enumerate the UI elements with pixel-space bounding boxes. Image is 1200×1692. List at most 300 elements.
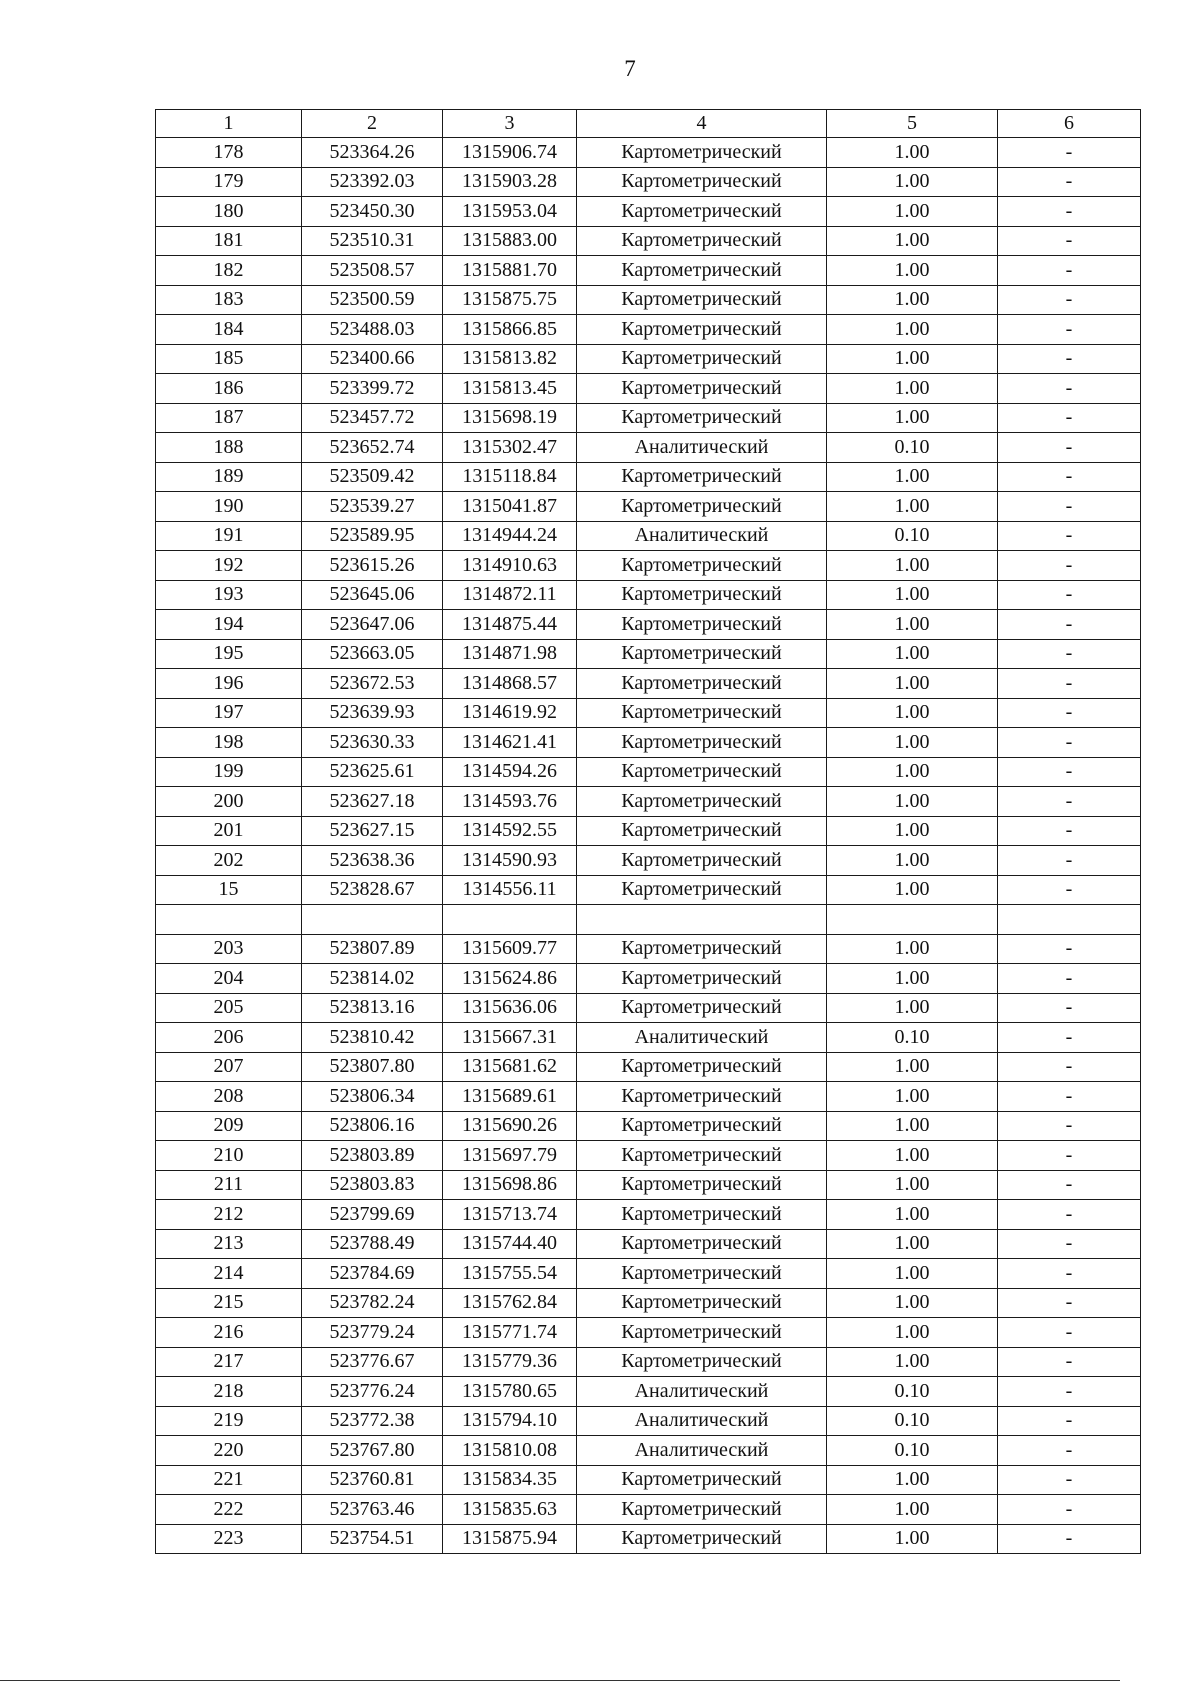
cell-note: - [998,1406,1141,1436]
table-row [156,1052,1141,1082]
cell-x-coordinate: 523814.02 [302,964,443,994]
cell-note: - [998,138,1141,168]
cell-x-coordinate: 523627.18 [302,787,443,817]
cell-method: Картометрический [577,787,827,817]
cell-note: - [998,492,1141,522]
cell-y-coordinate: 1314872.11 [443,580,577,610]
cell-method: Картометрический [577,1141,827,1171]
table-row [156,1524,1141,1554]
table-row [156,639,1141,669]
cell-accuracy: 1.00 [827,669,998,699]
cell-method: Картометрический [577,197,827,227]
cell-note: - [998,167,1141,197]
cell-method: Картометрический [577,138,827,168]
cell-y-coordinate: 1315835.63 [443,1495,577,1525]
cell-accuracy: 1.00 [827,787,998,817]
table-row [156,1406,1141,1436]
cell-y-coordinate: 1315866.85 [443,315,577,345]
cell-x-coordinate: 523767.80 [302,1436,443,1466]
cell-y-coordinate: 1315697.79 [443,1141,577,1171]
table-header-row [156,110,1141,138]
cell-accuracy: 1.00 [827,875,998,905]
cell-y-coordinate: 1315875.94 [443,1524,577,1554]
column-header: 5 [827,110,998,138]
cell-point-number: 202 [156,846,302,876]
cell-method: Картометрический [577,757,827,787]
cell-point-number: 197 [156,698,302,728]
cell-note: - [998,521,1141,551]
cell-method: Картометрический [577,462,827,492]
cell-method: Картометрический [577,1229,827,1259]
cell-y-coordinate: 1314944.24 [443,521,577,551]
cell-method: Картометрический [577,1347,827,1377]
cell-accuracy: 1.00 [827,138,998,168]
cell-y-coordinate: 1315609.77 [443,934,577,964]
table-row [156,816,1141,846]
cell-note: - [998,639,1141,669]
table-row [156,315,1141,345]
cell-accuracy: 1.00 [827,315,998,345]
table-row [156,138,1141,168]
cell-point-number [156,905,302,935]
cell-x-coordinate: 523799.69 [302,1200,443,1230]
cell-point-number: 15 [156,875,302,905]
cell-x-coordinate: 523399.72 [302,374,443,404]
cell-y-coordinate: 1314871.98 [443,639,577,669]
cell-note: - [998,1170,1141,1200]
cell-x-coordinate: 523638.36 [302,846,443,876]
cell-point-number: 206 [156,1023,302,1053]
table-row [156,1141,1141,1171]
cell-x-coordinate: 523828.67 [302,875,443,905]
cell-note: - [998,197,1141,227]
cell-note: - [998,1023,1141,1053]
cell-note: - [998,1259,1141,1289]
cell-accuracy: 1.00 [827,1111,998,1141]
cell-accuracy: 1.00 [827,1288,998,1318]
cell-y-coordinate: 1315118.84 [443,462,577,492]
cell-x-coordinate: 523652.74 [302,433,443,463]
cell-accuracy: 1.00 [827,816,998,846]
cell-accuracy: 1.00 [827,934,998,964]
cell-y-coordinate: 1314621.41 [443,728,577,758]
cell-accuracy: 1.00 [827,167,998,197]
cell-y-coordinate: 1315883.00 [443,226,577,256]
cell-point-number: 184 [156,315,302,345]
cell-x-coordinate: 523760.81 [302,1465,443,1495]
cell-point-number: 186 [156,374,302,404]
table-row [156,462,1141,492]
table-row [156,1347,1141,1377]
cell-y-coordinate: 1315762.84 [443,1288,577,1318]
cell-accuracy: 0.10 [827,1023,998,1053]
table-row [156,1259,1141,1289]
cell-method: Картометрический [577,1052,827,1082]
cell-y-coordinate: 1314594.26 [443,757,577,787]
cell-point-number: 182 [156,256,302,286]
cell-accuracy: 1.00 [827,698,998,728]
cell-x-coordinate: 523803.83 [302,1170,443,1200]
cell-x-coordinate: 523500.59 [302,285,443,315]
cell-accuracy: 0.10 [827,1436,998,1466]
table-row [156,1288,1141,1318]
cell-point-number: 195 [156,639,302,669]
cell-y-coordinate [443,905,577,935]
cell-accuracy: 1.00 [827,1318,998,1348]
cell-x-coordinate: 523508.57 [302,256,443,286]
cell-x-coordinate: 523630.33 [302,728,443,758]
cell-note: - [998,433,1141,463]
table-row [156,197,1141,227]
cell-accuracy: 1.00 [827,1524,998,1554]
cell-point-number: 208 [156,1082,302,1112]
cell-method: Картометрический [577,403,827,433]
cell-point-number: 214 [156,1259,302,1289]
cell-note: - [998,610,1141,640]
cell-point-number: 222 [156,1495,302,1525]
table-row [156,934,1141,964]
cell-point-number: 223 [156,1524,302,1554]
cell-x-coordinate: 523457.72 [302,403,443,433]
cell-note: - [998,698,1141,728]
cell-note: - [998,964,1141,994]
cell-x-coordinate: 523392.03 [302,167,443,197]
cell-note: - [998,1229,1141,1259]
table-row [156,787,1141,817]
cell-y-coordinate: 1315794.10 [443,1406,577,1436]
cell-method: Картометрический [577,728,827,758]
cell-x-coordinate: 523589.95 [302,521,443,551]
cell-x-coordinate: 523510.31 [302,226,443,256]
cell-note: - [998,1111,1141,1141]
cell-method: Картометрический [577,374,827,404]
cell-note: - [998,256,1141,286]
cell-x-coordinate: 523615.26 [302,551,443,581]
cell-point-number: 194 [156,610,302,640]
cell-point-number: 196 [156,669,302,699]
cell-point-number: 183 [156,285,302,315]
table-row [156,1495,1141,1525]
cell-method: Картометрический [577,669,827,699]
cell-point-number: 205 [156,993,302,1023]
cell-method: Картометрический [577,167,827,197]
table-row [156,669,1141,699]
cell-accuracy: 1.00 [827,1170,998,1200]
table-row [156,403,1141,433]
cell-accuracy: 1.00 [827,728,998,758]
cell-y-coordinate: 1314868.57 [443,669,577,699]
cell-note: - [998,1141,1141,1171]
cell-y-coordinate: 1315779.36 [443,1347,577,1377]
cell-y-coordinate: 1315906.74 [443,138,577,168]
cell-method: Картометрический [577,964,827,994]
cell-note: - [998,728,1141,758]
cell-point-number: 178 [156,138,302,168]
cell-method: Аналитический [577,1406,827,1436]
cell-y-coordinate: 1315881.70 [443,256,577,286]
cell-method: Аналитический [577,1436,827,1466]
cell-note: - [998,1524,1141,1554]
cell-x-coordinate: 523806.34 [302,1082,443,1112]
cell-x-coordinate: 523772.38 [302,1406,443,1436]
cell-point-number: 204 [156,964,302,994]
cell-accuracy: 1.00 [827,551,998,581]
cell-y-coordinate: 1314875.44 [443,610,577,640]
cell-accuracy: 1.00 [827,1259,998,1289]
cell-accuracy: 1.00 [827,1200,998,1230]
cell-y-coordinate: 1315698.19 [443,403,577,433]
table-row [156,1229,1141,1259]
cell-note: - [998,403,1141,433]
cell-accuracy: 0.10 [827,1406,998,1436]
cell-method: Картометрический [577,846,827,876]
table-row [156,610,1141,640]
cell-method: Картометрический [577,1495,827,1525]
cell-y-coordinate: 1315690.26 [443,1111,577,1141]
table-row [156,1377,1141,1407]
cell-accuracy: 1.00 [827,1141,998,1171]
cell-method: Картометрический [577,256,827,286]
cell-y-coordinate: 1314556.11 [443,875,577,905]
cell-note: - [998,580,1141,610]
cell-accuracy: 1.00 [827,1082,998,1112]
cell-y-coordinate: 1315834.35 [443,1465,577,1495]
cell-note: - [998,787,1141,817]
cell-accuracy: 1.00 [827,757,998,787]
cell-accuracy: 1.00 [827,344,998,374]
cell-accuracy: 1.00 [827,403,998,433]
cell-y-coordinate: 1315698.86 [443,1170,577,1200]
cell-point-number: 191 [156,521,302,551]
cell-y-coordinate: 1315810.08 [443,1436,577,1466]
cell-x-coordinate: 523810.42 [302,1023,443,1053]
cell-method: Картометрический [577,993,827,1023]
cell-point-number: 210 [156,1141,302,1171]
cell-y-coordinate: 1314910.63 [443,551,577,581]
cell-x-coordinate: 523364.26 [302,138,443,168]
cell-point-number: 200 [156,787,302,817]
cell-method: Картометрический [577,1465,827,1495]
cell-y-coordinate: 1314593.76 [443,787,577,817]
cell-method: Картометрический [577,1524,827,1554]
cell-accuracy: 1.00 [827,226,998,256]
cell-y-coordinate: 1314619.92 [443,698,577,728]
cell-x-coordinate: 523672.53 [302,669,443,699]
cell-point-number: 192 [156,551,302,581]
cell-x-coordinate: 523639.93 [302,698,443,728]
cell-y-coordinate: 1315302.47 [443,433,577,463]
cell-point-number: 218 [156,1377,302,1407]
cell-accuracy: 1.00 [827,492,998,522]
cell-accuracy: 1.00 [827,462,998,492]
cell-note: - [998,1082,1141,1112]
cell-y-coordinate: 1315689.61 [443,1082,577,1112]
cell-x-coordinate: 523627.15 [302,816,443,846]
cell-method: Аналитический [577,433,827,463]
cell-note: - [998,1495,1141,1525]
cell-x-coordinate: 523807.89 [302,934,443,964]
page-number: 7 [624,56,636,81]
cell-point-number: 215 [156,1288,302,1318]
cell-point-number: 213 [156,1229,302,1259]
cell-x-coordinate: 523779.24 [302,1318,443,1348]
cell-accuracy: 1.00 [827,197,998,227]
bottom-rule [0,1680,1120,1681]
table-row [156,492,1141,522]
table-row [156,256,1141,286]
cell-point-number: 221 [156,1465,302,1495]
table-row [156,344,1141,374]
cell-note: - [998,315,1141,345]
cell-accuracy: 1.00 [827,1465,998,1495]
cell-method: Картометрический [577,315,827,345]
cell-x-coordinate: 523763.46 [302,1495,443,1525]
cell-x-coordinate: 523450.30 [302,197,443,227]
cell-method: Картометрический [577,816,827,846]
cell-y-coordinate: 1315755.54 [443,1259,577,1289]
cell-y-coordinate: 1315667.31 [443,1023,577,1053]
cell-point-number: 219 [156,1406,302,1436]
table-row [156,1082,1141,1112]
table-row [156,580,1141,610]
cell-point-number: 188 [156,433,302,463]
cell-method: Картометрический [577,875,827,905]
cell-note: - [998,875,1141,905]
cell-method: Картометрический [577,285,827,315]
cell-y-coordinate: 1314592.55 [443,816,577,846]
cell-x-coordinate: 523754.51 [302,1524,443,1554]
table-row [156,1170,1141,1200]
cell-note: - [998,344,1141,374]
cell-y-coordinate: 1315744.40 [443,1229,577,1259]
cell-point-number: 187 [156,403,302,433]
cell-point-number: 199 [156,757,302,787]
cell-y-coordinate: 1315813.45 [443,374,577,404]
column-header: 4 [577,110,827,138]
cell-point-number: 217 [156,1347,302,1377]
cell-method: Картометрический [577,1288,827,1318]
cell-point-number: 220 [156,1436,302,1466]
cell-point-number: 190 [156,492,302,522]
cell-method: Картометрический [577,1082,827,1112]
cell-note: - [998,1288,1141,1318]
cell-x-coordinate: 523784.69 [302,1259,443,1289]
column-header: 2 [302,110,443,138]
cell-x-coordinate: 523776.24 [302,1377,443,1407]
cell-note: - [998,846,1141,876]
cell-method: Картометрический [577,1318,827,1348]
cell-accuracy: 0.10 [827,521,998,551]
table-row [156,1465,1141,1495]
cell-x-coordinate: 523663.05 [302,639,443,669]
cell-point-number: 180 [156,197,302,227]
cell-accuracy: 0.10 [827,1377,998,1407]
cell-accuracy: 1.00 [827,639,998,669]
cell-x-coordinate: 523803.89 [302,1141,443,1171]
cell-method: Картометрический [577,934,827,964]
cell-y-coordinate: 1315903.28 [443,167,577,197]
cell-y-coordinate: 1315636.06 [443,993,577,1023]
cell-method: Картометрический [577,344,827,374]
table-row-blank [156,905,1141,935]
table-row [156,433,1141,463]
table-row [156,521,1141,551]
cell-point-number: 209 [156,1111,302,1141]
table-row [156,374,1141,404]
cell-method: Картометрический [577,226,827,256]
cell-method: Аналитический [577,521,827,551]
cell-x-coordinate: 523539.27 [302,492,443,522]
cell-method [577,905,827,935]
cell-note: - [998,462,1141,492]
cell-method: Картометрический [577,1259,827,1289]
cell-x-coordinate: 523400.66 [302,344,443,374]
cell-note [998,905,1141,935]
cell-x-coordinate [302,905,443,935]
cell-method: Картометрический [577,1111,827,1141]
table-row [156,1436,1141,1466]
cell-x-coordinate: 523782.24 [302,1288,443,1318]
cell-x-coordinate: 523645.06 [302,580,443,610]
table-row [156,728,1141,758]
cell-y-coordinate: 1315875.75 [443,285,577,315]
cell-method: Картометрический [577,639,827,669]
cell-point-number: 211 [156,1170,302,1200]
cell-note: - [998,669,1141,699]
cell-note: - [998,1377,1141,1407]
cell-point-number: 201 [156,816,302,846]
cell-y-coordinate: 1315713.74 [443,1200,577,1230]
cell-y-coordinate: 1315624.86 [443,964,577,994]
cell-accuracy: 1.00 [827,374,998,404]
cell-accuracy: 1.00 [827,846,998,876]
cell-accuracy: 1.00 [827,1495,998,1525]
cell-accuracy: 1.00 [827,285,998,315]
table-row [156,698,1141,728]
table-row [156,993,1141,1023]
cell-note: - [998,1052,1141,1082]
cell-note: - [998,1465,1141,1495]
cell-note: - [998,1436,1141,1466]
cell-y-coordinate: 1315771.74 [443,1318,577,1348]
cell-point-number: 181 [156,226,302,256]
cell-method: Аналитический [577,1377,827,1407]
cell-accuracy: 1.00 [827,1347,998,1377]
column-header: 6 [998,110,1141,138]
cell-method: Картометрический [577,492,827,522]
cell-note: - [998,285,1141,315]
cell-point-number: 216 [156,1318,302,1348]
cell-note: - [998,1200,1141,1230]
cell-note: - [998,1318,1141,1348]
table-row [156,1200,1141,1230]
cell-y-coordinate: 1315813.82 [443,344,577,374]
cell-note: - [998,374,1141,404]
table-row [156,964,1141,994]
cell-point-number: 193 [156,580,302,610]
cell-accuracy: 0.10 [827,433,998,463]
cell-x-coordinate: 523509.42 [302,462,443,492]
cell-point-number: 207 [156,1052,302,1082]
cell-y-coordinate: 1315041.87 [443,492,577,522]
cell-point-number: 185 [156,344,302,374]
cell-x-coordinate: 523807.80 [302,1052,443,1082]
cell-note: - [998,757,1141,787]
cell-note: - [998,551,1141,581]
cell-accuracy: 1.00 [827,256,998,286]
table-row [156,226,1141,256]
cell-y-coordinate: 1315953.04 [443,197,577,227]
